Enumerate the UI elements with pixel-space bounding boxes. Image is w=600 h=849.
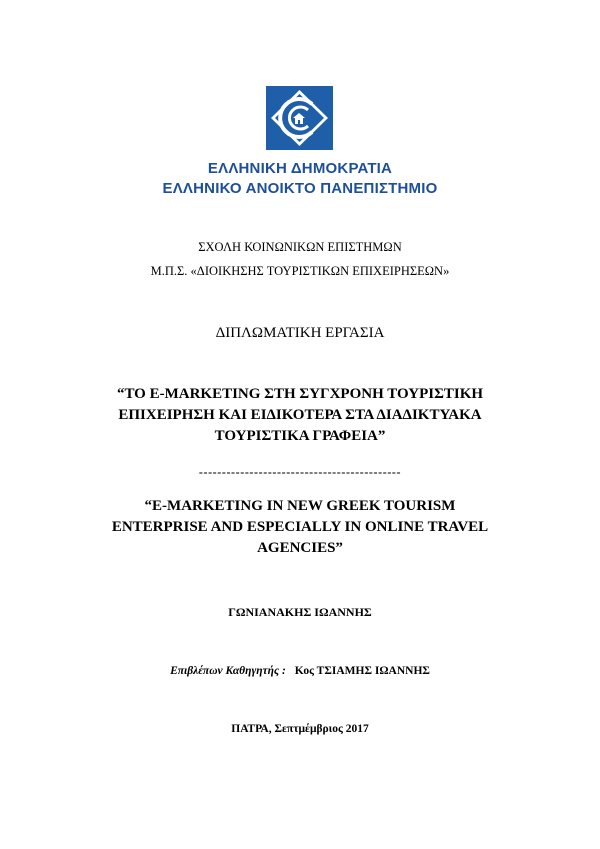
title-greek-line-3: ΤΟΥΡΙΣΤΙΚΑ ΓΡΑΦΕΙΑ” <box>214 428 386 444</box>
title-english-line-2: ENTERPRISE AND ESPECIALLY IN ONLINE TRAVEL <box>111 519 489 535</box>
place-date: ΠΑΤΡΑ, Σεπτμέμβριος 2017 <box>231 723 369 735</box>
separator-line: -------------------------------------------- <box>198 465 402 479</box>
school-name: ΣΧΟΛΗ ΚΟΙΝΩΝΙΚΩΝ ΕΠΙΣΤΗΜΩΝ <box>198 240 402 254</box>
author-name: ΓΩΝΙΑΝΑΚΗΣ ΙΩΑΝΝΗΣ <box>228 605 372 619</box>
header-university: ΕΛΛΗΝΙΚΟ ΑΝΟΙΚΤΟ ΠΑΝΕΠΙΣΤΗΜΙΟ <box>162 180 438 197</box>
supervisor-name: Κος ΤΣΙΑΜΗΣ ΙΩΑΝΝΗΣ <box>294 665 430 677</box>
title-greek-line-2: ΕΠΙΧΕΙΡΗΣΗ ΚΑΙ ΕΙΔΙΚΟΤΕΡΑ ΣΤΑ ΔΙΑΔΙΚΤΥΑΚΑ <box>118 407 482 423</box>
supervisor-label: Επιβλέπων Καθηγητής : <box>170 665 286 677</box>
program-name: Μ.Π.Σ. «ΔΙΟΙΚΗΣΗΣ ΤΟΥΡΙΣΤΙΚΩΝ ΕΠΙΧΕΙΡΗΣΕΩΝ» <box>150 264 450 278</box>
university-emblem-graphic <box>266 86 333 150</box>
supervisor-line <box>0 665 600 677</box>
thesis-type: ΔΙΠΛΩΜΑΤΙΚΗ ΕΡΓΑΣΙΑ <box>215 325 385 341</box>
title-english-line-3: AGENCIES” <box>257 540 343 556</box>
title-greek-line-1: “ΤΟ E-MARKETING ΣΤΗ ΣΥΓΧΡΟΝΗ ΤΟΥΡΙΣΤΙΚΗ <box>116 386 484 402</box>
title-english-line-1: “E-MARKETING IN NEW GREEK TOURISM <box>144 498 456 514</box>
university-emblem-icon <box>266 86 333 150</box>
header-republic: ΕΛΛΗΝΙΚΗ ΔΗΜΟΚΡΑΤΙΑ <box>207 160 393 177</box>
